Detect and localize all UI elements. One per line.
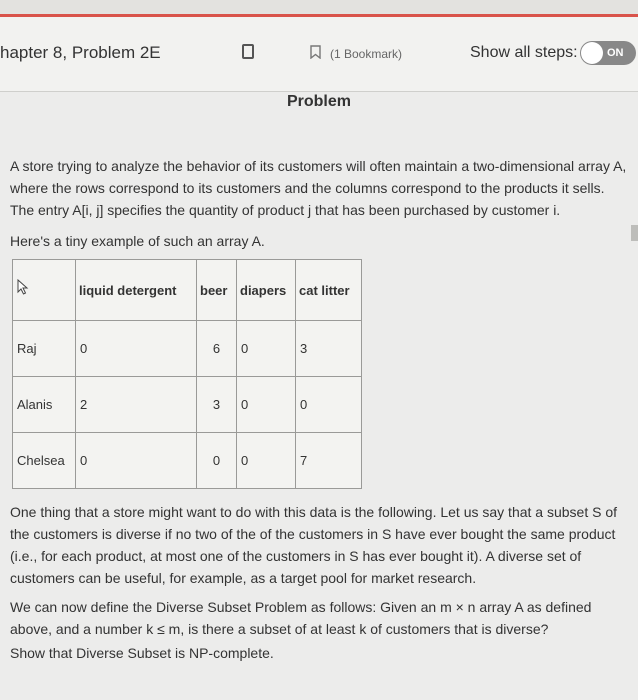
table-header-row <box>13 260 362 321</box>
task-statement: Show that Diverse Subset is NP-complete. <box>10 645 274 661</box>
table-cell: 3 <box>197 377 237 433</box>
table-row <box>13 433 362 489</box>
table-cell: 7 <box>296 433 362 489</box>
table-row <box>13 377 362 433</box>
column-header: beer <box>197 260 237 321</box>
show-all-steps-label: Show all steps: <box>470 44 578 61</box>
column-header: cat litter <box>296 260 362 321</box>
problem-heading: Problem <box>286 93 351 110</box>
customer-name: Alanis <box>13 377 76 433</box>
solution-header <box>0 17 638 92</box>
table-cell: 0 <box>296 377 362 433</box>
customer-name: Raj <box>13 321 76 377</box>
example-intro: Here's a tiny example of such an array A. <box>10 233 265 249</box>
table-cell: 2 <box>76 377 197 433</box>
table-cell: 6 <box>197 321 237 377</box>
customer-name: Chelsea <box>13 433 76 489</box>
chapter-title: hapter 8, Problem 2E <box>0 43 161 62</box>
bookmark-count[interactable]: (1 Bookmark) <box>330 47 403 61</box>
table-row <box>13 321 362 377</box>
toggle-knob <box>581 42 603 64</box>
table-cell: 0 <box>76 433 197 489</box>
cursor-icon <box>16 279 30 295</box>
purchase-table <box>12 259 362 489</box>
table-corner-cell <box>13 260 76 321</box>
column-header: liquid detergent <box>76 260 197 321</box>
table-cell: 0 <box>237 377 296 433</box>
problem-definition-paragraph: We can now define the Diverse Subset Problem as follows: Given an m × n array A as defined above, and a number k ≤ m, is there a subset of at least k of customers that is diverse? <box>10 599 592 637</box>
table-cell: 0 <box>76 321 197 377</box>
bookmark-icon[interactable] <box>310 45 321 59</box>
diverse-definition-paragraph: One thing that a store might want to do with this data is the following. Let us say that a subset S of the customers is diverse if no two of the of the customers in S have ever bought the same product (i.e., for each product, at most one of the customers in S has ever bought it). A diverse set of customers can be useful, for example, as a target pool for market research. <box>10 504 618 586</box>
page-icon[interactable] <box>242 44 254 59</box>
show-all-steps-toggle[interactable] <box>580 41 636 65</box>
problem-intro: A store trying to analyze the behavior of its customers will often maintain a two-dimensional array A, where the rows correspond to its customers and the columns correspond to the products it sells. The entry A[i, j] specifies the quantity of product j that has been purchased by customer i. <box>10 158 627 218</box>
table-cell: 3 <box>296 321 362 377</box>
scrollbar-thumb[interactable] <box>631 225 638 241</box>
table-cell: 0 <box>237 321 296 377</box>
table-cell: 0 <box>237 433 296 489</box>
toggle-state-label: ON <box>607 47 624 59</box>
table-cell: 0 <box>197 433 237 489</box>
column-header: diapers <box>237 260 296 321</box>
